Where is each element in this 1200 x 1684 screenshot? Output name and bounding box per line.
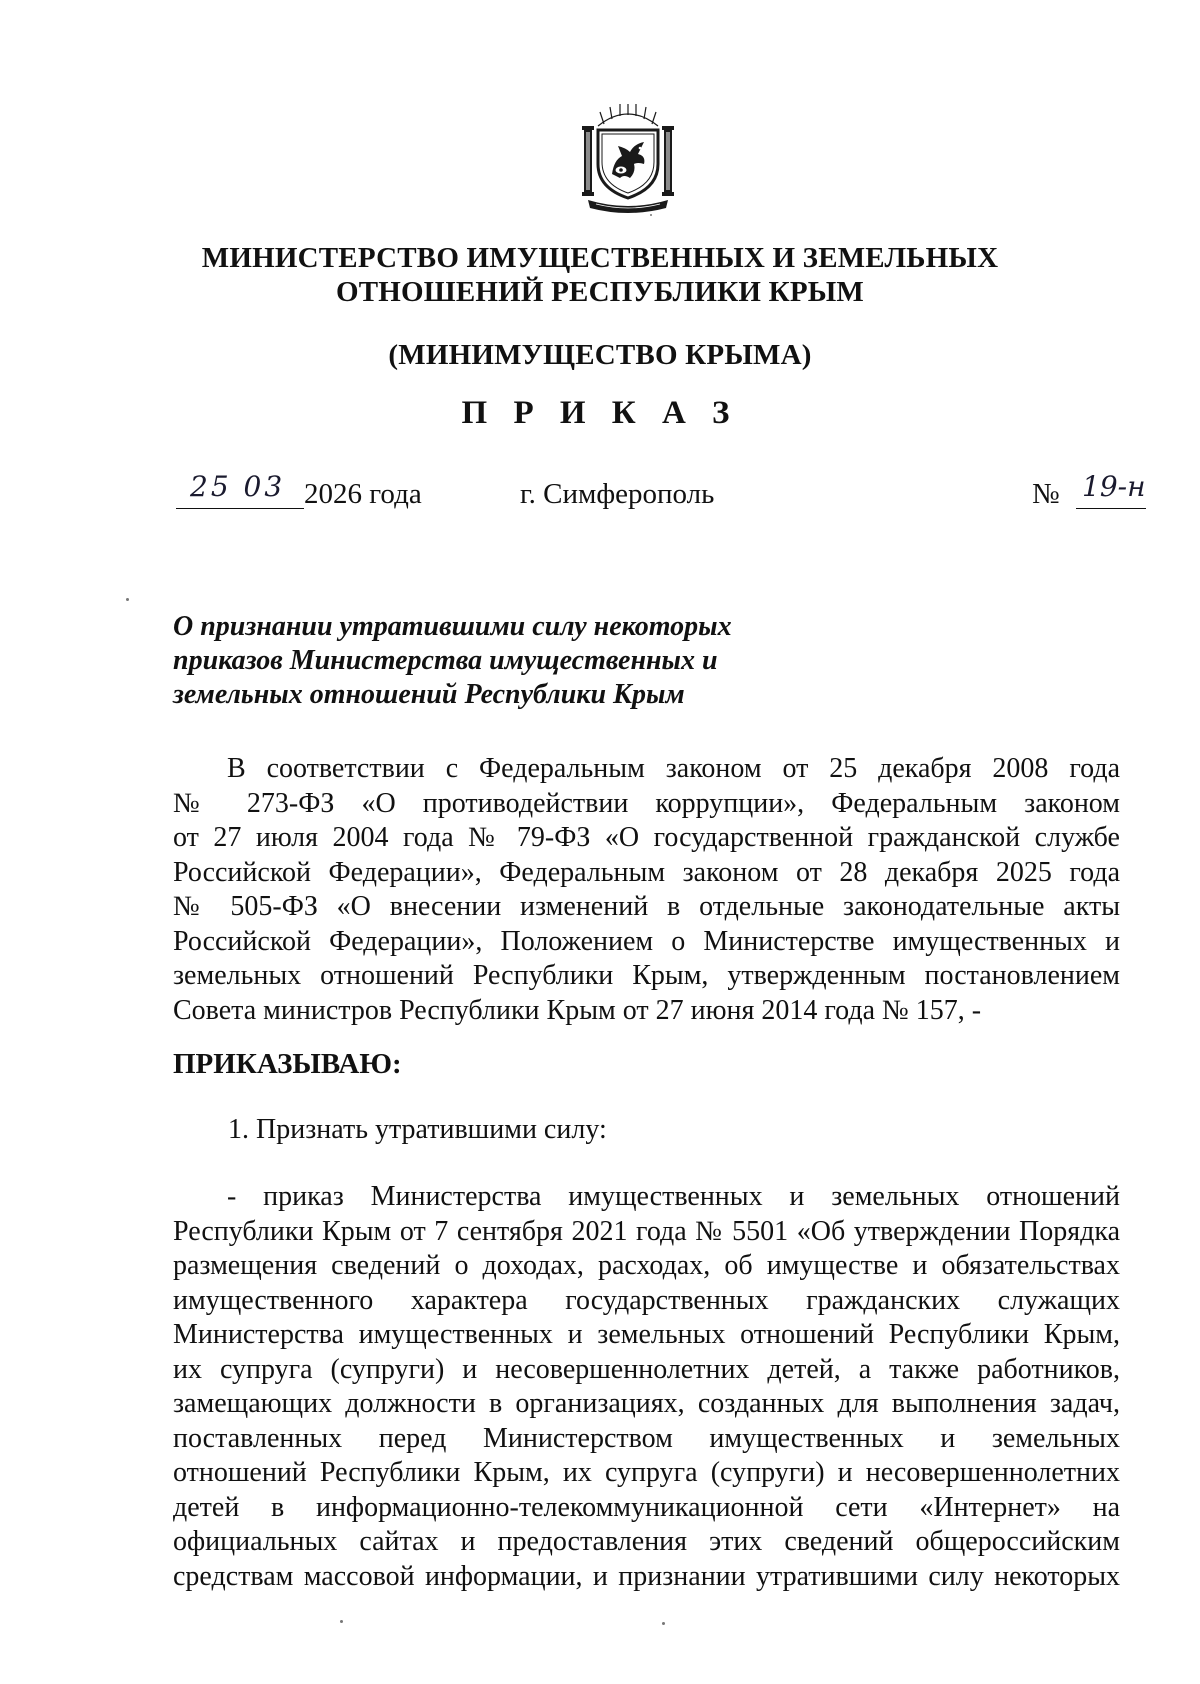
date-field	[176, 470, 304, 509]
preamble-line: Российской Федерации», Положением о Министерстве имущественных и	[173, 925, 1120, 957]
subject-line: О признании утратившими силу некоторых	[173, 611, 732, 642]
ministry-short-name: (МИНИМУЩЕСТВО КРЫМА)	[388, 339, 812, 371]
date-number-line	[0, 470, 1200, 524]
scan-speck	[662, 1622, 665, 1625]
item-line: Министерства имущественных и земельных отношений Республики Крым,	[173, 1319, 1120, 1350]
preamble-line: Совета министров Республики Крым от 27 июня 2014 года № 157, -	[173, 994, 982, 1026]
orders-word: ПРИКАЗЫВАЮ:	[173, 1048, 402, 1080]
handwritten-date: 25 03	[190, 470, 286, 503]
scan-speck	[126, 598, 129, 601]
preamble-line: от 27 июля 2004 года № 79-ФЗ «О государственной гражданской службе	[173, 822, 1120, 853]
ministry-name-line2: ОТНОШЕНИЙ РЕСПУБЛИКИ КРЫМ	[335, 276, 864, 308]
item-line: их супруга (супруги) и несовершеннолетних детей, а также работников,	[173, 1353, 1120, 1385]
subject-line: земельных отношений Республики Крым	[173, 679, 685, 710]
preamble-paragraph	[173, 752, 1120, 1028]
item-line: Республики Крым от 7 сентября 2021 года № 5501 «Об утверждении Порядка	[173, 1215, 1120, 1247]
preamble-line: земельных отношений Республики Крым, утвержденным постановлением	[173, 960, 1120, 991]
subject-line: приказов Министерства имущественных и	[173, 645, 718, 676]
document-type-title: П Р И К А З	[461, 395, 739, 431]
scan-speck	[650, 214, 652, 216]
handwritten-number: 19-н	[1082, 470, 1146, 503]
preamble-line: № 273-ФЗ «О противодействии коррупции», Федеральным законом	[173, 787, 1120, 819]
coat-of-arms-emblem	[578, 104, 678, 214]
order-item-dash-paragraph	[173, 1180, 1120, 1594]
item-line: поставленных перед Министерством имущественных и земельных	[173, 1422, 1120, 1454]
ministry-name	[0, 241, 1200, 309]
item-line: официальных сайтах и предоставления этих сведений общероссийским	[173, 1526, 1120, 1557]
item-line: размещения сведений о доходах, расходах, об имуществе и обязательствах	[173, 1250, 1120, 1281]
item-line: отношений Республики Крым, их супруга (супруги) и несовершеннолетних	[173, 1457, 1120, 1488]
preamble-line: В соответствии с Федеральным законом от 25 декабря 2008 года	[227, 753, 1120, 784]
order-subject	[173, 610, 773, 712]
ministry-name-line1: МИНИСТЕРСТВО ИМУЩЕСТВЕННЫХ И ЗЕМЕЛЬНЫХ	[201, 242, 999, 274]
number-label: №	[1032, 478, 1060, 510]
item-line: замещающих должности в организациях, созданных для выполнения задач,	[173, 1388, 1120, 1419]
item-line: средствам массовой информации, и признании утратившими силу некоторых	[173, 1560, 1120, 1592]
scan-speck	[340, 1620, 343, 1623]
item-line: - приказ Министерства имущественных и земельных отношений	[227, 1181, 1120, 1212]
order-item-1: 1. Признать утратившими силу:	[228, 1114, 607, 1145]
city-name: г. Симферополь	[520, 478, 715, 510]
year-text: 2026 года	[304, 478, 422, 510]
item-line: имущественного характера государственных гражданских служащих	[173, 1284, 1120, 1316]
preamble-line: Российской Федерации», Федеральным законом от 28 декабря 2025 года	[173, 856, 1120, 888]
item-line: детей в информационно-телекоммуникационной сети «Интернет» на	[173, 1491, 1120, 1523]
number-field	[1076, 470, 1146, 509]
preamble-line: № 505-ФЗ «О внесении изменений в отдельные законодательные акты	[173, 891, 1120, 922]
